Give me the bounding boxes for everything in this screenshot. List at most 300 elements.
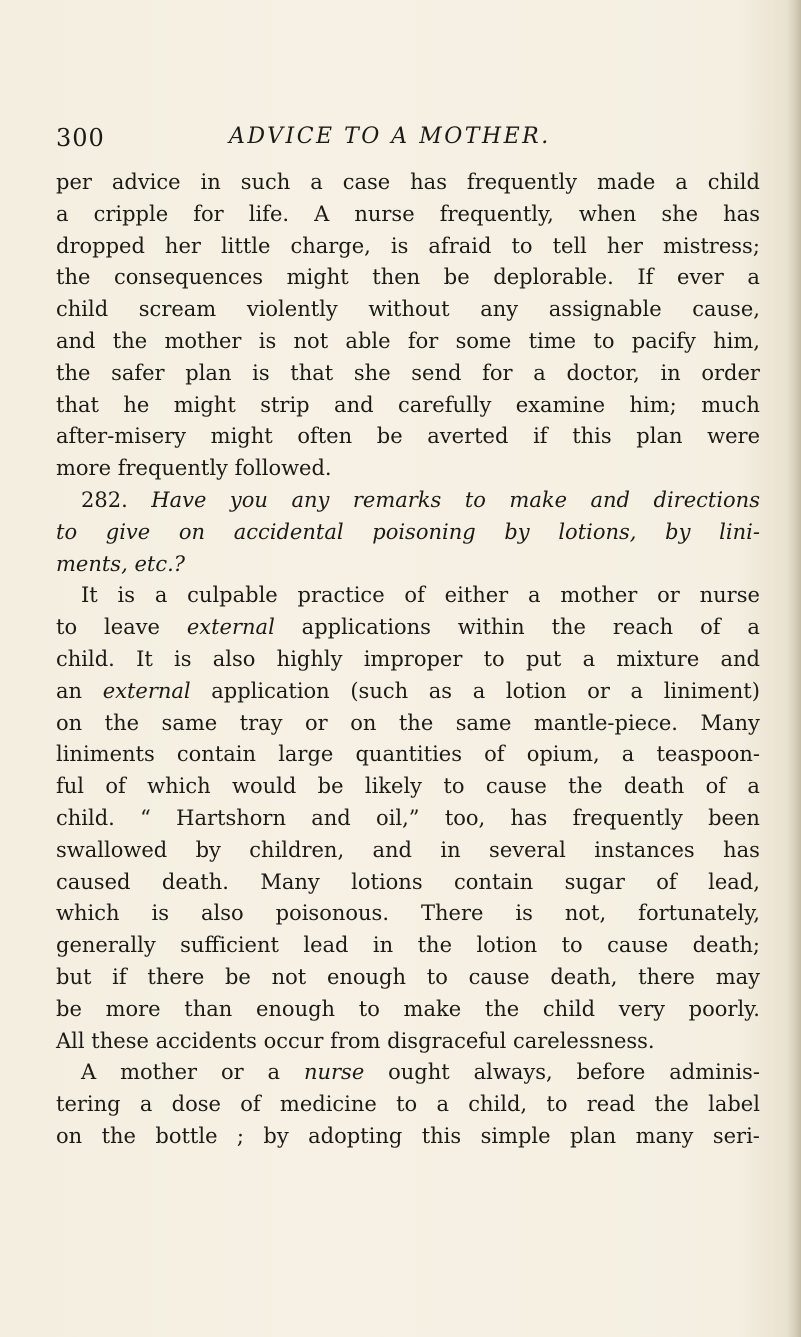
word: liniment) — [663, 678, 760, 703]
word: charge, — [290, 233, 371, 258]
word: in — [440, 837, 461, 862]
word: frequently — [117, 456, 228, 481]
page-edge-shadow — [787, 0, 801, 1337]
text-line — [56, 835, 760, 867]
word: or — [305, 710, 328, 735]
text-line — [56, 771, 760, 803]
word: by — [263, 1123, 289, 1148]
word: her — [606, 233, 643, 258]
word: also — [200, 901, 244, 926]
word: not — [293, 328, 329, 353]
word: enough — [326, 964, 407, 989]
word: time — [528, 328, 577, 353]
text-line — [56, 1121, 760, 1153]
word: fortunately, — [638, 901, 760, 926]
question-line — [56, 517, 760, 549]
word: of — [404, 583, 425, 608]
word: cause — [468, 964, 530, 989]
word: accidental — [233, 519, 344, 544]
word: by — [195, 837, 221, 862]
text-line — [56, 167, 760, 199]
word: also — [212, 646, 256, 671]
text-line — [56, 453, 760, 485]
word: death. — [161, 869, 229, 894]
word: he — [123, 392, 150, 417]
word: and — [311, 805, 351, 830]
word: There — [420, 901, 484, 926]
word: opium, — [526, 742, 600, 767]
word: deplorable. — [493, 265, 614, 290]
word: that — [56, 392, 99, 417]
word: bottle — [155, 1123, 218, 1148]
word: you — [229, 487, 268, 512]
word: she — [353, 360, 391, 385]
word: of — [705, 774, 727, 799]
word: is — [252, 360, 270, 385]
word: a — [310, 170, 323, 194]
text-line — [56, 358, 760, 390]
word: much — [701, 392, 760, 417]
text-line — [56, 1057, 760, 1089]
word: is — [174, 646, 192, 671]
word: the — [112, 328, 148, 353]
word: a — [267, 1060, 281, 1085]
word: frequently, — [439, 201, 554, 226]
word: poisoning — [372, 519, 476, 544]
word: violently — [246, 297, 338, 322]
word: might — [173, 392, 236, 417]
question-line — [56, 485, 760, 517]
word: and — [56, 328, 96, 353]
word: the — [417, 933, 453, 958]
word: a — [582, 646, 596, 671]
word: to — [561, 933, 583, 958]
text-line — [56, 294, 760, 326]
word: practice — [297, 583, 385, 608]
word: a — [472, 678, 486, 703]
word: directions — [653, 487, 760, 512]
word: make — [509, 487, 567, 512]
text-line — [56, 1089, 760, 1121]
word: (such — [350, 678, 409, 703]
word: on — [350, 710, 377, 735]
word: read — [586, 1092, 636, 1117]
word: has — [723, 201, 760, 226]
word: of — [484, 742, 505, 767]
word: if — [112, 964, 127, 989]
word: little — [220, 233, 271, 258]
word: after-misery — [56, 424, 187, 449]
text-line — [56, 262, 760, 294]
word: same — [455, 710, 512, 735]
word: a — [436, 1092, 449, 1117]
word: might — [286, 265, 349, 290]
word: tell — [552, 233, 587, 258]
text-line — [56, 644, 760, 676]
word: accidents — [155, 1028, 257, 1053]
text-line — [56, 994, 760, 1026]
word: might — [210, 424, 273, 449]
word: by — [504, 519, 530, 544]
word: case — [342, 170, 391, 194]
word: not — [271, 964, 307, 989]
word: It — [136, 646, 153, 671]
word: an — [56, 678, 83, 703]
word: remarks — [352, 487, 442, 512]
word: consequences — [114, 265, 264, 290]
word: plan — [185, 360, 232, 385]
word: is — [258, 328, 277, 353]
text-line — [56, 739, 760, 771]
word: if — [533, 424, 548, 449]
text-line — [56, 1026, 760, 1058]
word: highly — [276, 646, 343, 671]
word: applications — [301, 615, 431, 640]
word: per — [56, 170, 92, 194]
word: a — [528, 583, 541, 608]
word: afraid — [428, 233, 492, 258]
word: on — [56, 1123, 83, 1148]
word: child. — [56, 646, 115, 671]
word: to — [56, 519, 78, 544]
word: there — [147, 964, 205, 989]
word: very — [618, 996, 665, 1021]
text-line — [56, 930, 760, 962]
word: and — [334, 392, 374, 417]
word: ever — [677, 265, 724, 290]
word: to — [483, 646, 505, 671]
word: of — [105, 774, 126, 799]
word: disgraceful — [387, 1028, 507, 1053]
word: nurse — [303, 1060, 365, 1085]
word: often — [297, 424, 353, 449]
text-line — [56, 326, 760, 358]
word: plan — [569, 1123, 617, 1148]
word: of — [656, 869, 677, 894]
word: to — [546, 1092, 568, 1117]
word: improper — [363, 646, 463, 671]
word: cause — [607, 933, 669, 958]
word: nurse — [354, 201, 415, 226]
word: lotions — [351, 869, 423, 894]
word: death — [623, 774, 685, 799]
word: mother — [560, 583, 638, 608]
running-head — [56, 124, 756, 158]
word: mother — [120, 1060, 198, 1085]
word: simple — [480, 1123, 551, 1148]
word: teaspoon- — [656, 742, 760, 767]
word: has — [723, 837, 760, 862]
word: a — [154, 583, 168, 608]
word: which — [147, 774, 211, 799]
word: her — [164, 233, 201, 258]
word: for — [482, 360, 513, 385]
word: advice — [111, 170, 181, 194]
word: lotion — [505, 678, 567, 703]
word: poorly. — [688, 996, 760, 1021]
word: may — [715, 964, 760, 989]
word: ; — [236, 1123, 244, 1148]
word: to — [358, 996, 380, 1021]
word: child — [56, 297, 109, 322]
question-line — [56, 549, 760, 581]
word: same — [161, 710, 218, 735]
word: external — [102, 678, 191, 703]
word: to — [443, 774, 465, 799]
word: frequently — [466, 170, 578, 194]
word: by — [665, 519, 691, 544]
word: liniments — [56, 742, 155, 767]
word: sufficient — [180, 933, 279, 958]
word: mistress; — [662, 233, 760, 258]
word: to — [396, 1092, 418, 1117]
word: made — [597, 170, 656, 194]
word: cripple — [93, 201, 169, 226]
word: be — [376, 424, 403, 449]
word: ful — [56, 774, 85, 799]
word: more — [105, 996, 161, 1021]
word: that — [290, 360, 334, 385]
word: tering — [56, 1092, 121, 1117]
word: or — [657, 583, 680, 608]
word: always, — [473, 1060, 553, 1085]
word: assignable — [548, 297, 662, 322]
word: him; — [629, 392, 677, 417]
word: many — [635, 1123, 694, 1148]
word: occur — [263, 1028, 324, 1053]
word: too, — [444, 805, 486, 830]
word: been — [708, 805, 760, 830]
word: to — [511, 233, 533, 258]
word: be — [224, 964, 251, 989]
word: etc.? — [134, 551, 186, 576]
word: more — [56, 456, 112, 481]
word: be — [317, 774, 344, 799]
word: to — [56, 615, 78, 640]
word: children, — [249, 837, 345, 862]
word: death, — [550, 964, 618, 989]
word: on — [178, 519, 206, 544]
word: and — [372, 837, 413, 862]
word: any — [480, 297, 519, 322]
word: Have — [151, 487, 207, 512]
word: dropped — [56, 233, 145, 258]
word: pacify — [631, 328, 696, 353]
word: culpable — [187, 583, 278, 608]
word: caused — [56, 869, 131, 894]
word: is — [515, 901, 533, 926]
word: adopting — [308, 1123, 403, 1148]
word: able — [345, 328, 391, 353]
word: child, — [468, 1092, 528, 1117]
word: reach — [612, 615, 674, 640]
word: a — [747, 265, 760, 290]
word: or — [587, 678, 610, 703]
word: contain — [176, 742, 257, 767]
word: for — [193, 201, 224, 226]
word: and — [720, 646, 760, 671]
word: scream — [138, 297, 217, 322]
word: any — [291, 487, 330, 512]
word: this — [421, 1123, 462, 1148]
word: the — [56, 360, 91, 385]
text-line — [56, 421, 760, 453]
word: A — [81, 1060, 97, 1085]
word: frequently — [572, 805, 683, 830]
word: child — [707, 170, 760, 194]
word: sugar — [564, 869, 625, 894]
word: the — [551, 615, 586, 640]
text-line — [56, 867, 760, 899]
word: death; — [692, 933, 760, 958]
word: of — [240, 1092, 261, 1117]
word: medicine — [279, 1092, 377, 1117]
text-line — [56, 580, 760, 612]
word: doctor, — [566, 360, 640, 385]
word: make — [403, 996, 462, 1021]
word: give — [105, 519, 151, 544]
word: carefully — [397, 392, 492, 417]
word: the — [56, 265, 91, 290]
word: be — [56, 996, 82, 1021]
word: instances — [594, 837, 695, 862]
word: such — [240, 170, 291, 194]
word: a — [747, 615, 760, 640]
word: All — [56, 1028, 85, 1053]
word: enough — [255, 996, 336, 1021]
text-line — [56, 962, 760, 994]
word: were — [707, 424, 760, 449]
word: to — [426, 964, 448, 989]
word: lini- — [719, 519, 760, 544]
word: adminis- — [669, 1060, 760, 1085]
page-number: 300 — [56, 124, 105, 152]
text-line — [56, 803, 760, 835]
word: in — [660, 360, 681, 385]
word: swallowed — [56, 837, 168, 862]
word: life. — [248, 201, 290, 226]
word: without — [368, 297, 450, 322]
word: a — [139, 1092, 153, 1117]
word: has — [410, 170, 447, 194]
word: the — [568, 774, 603, 799]
text-line — [56, 898, 760, 930]
word: send — [411, 360, 462, 385]
word: some — [455, 328, 512, 353]
word: several — [489, 837, 566, 862]
word: is — [390, 233, 409, 258]
word: would — [231, 774, 297, 799]
word: to — [464, 487, 486, 512]
word: poisonous. — [275, 901, 389, 926]
word: Many — [700, 710, 760, 735]
word: strip — [260, 392, 310, 417]
word: within — [457, 615, 525, 640]
word: when — [578, 201, 637, 226]
word: order — [701, 360, 760, 385]
word: 282. — [81, 487, 128, 512]
word: lead, — [708, 869, 760, 894]
word: safer — [111, 360, 165, 385]
word: contain — [454, 869, 534, 894]
text-line — [56, 231, 760, 263]
word: It — [81, 583, 98, 608]
word: has — [510, 805, 548, 830]
word: examine — [515, 392, 606, 417]
word: child — [542, 996, 596, 1021]
word: in — [372, 933, 394, 958]
word: lead — [303, 933, 349, 958]
word: the — [101, 1123, 136, 1148]
word: mixture — [616, 646, 700, 671]
word: put — [525, 646, 562, 671]
word: than — [184, 996, 233, 1021]
word: mantle-piece. — [533, 710, 678, 735]
word: Many — [260, 869, 320, 894]
word: external — [186, 615, 275, 640]
text-line — [56, 612, 760, 644]
text-line — [56, 708, 760, 740]
word: ments, — [56, 551, 128, 576]
word: child. — [56, 805, 115, 830]
word: on — [56, 710, 83, 735]
word: averted — [427, 424, 509, 449]
word: lotions, — [558, 519, 637, 544]
word: she — [661, 201, 699, 226]
word: likely — [364, 774, 423, 799]
word: nurse — [699, 583, 760, 608]
word: is — [117, 583, 136, 608]
word: plan — [636, 424, 683, 449]
word: carelessness. — [512, 1028, 655, 1053]
word: followed. — [234, 456, 332, 481]
word: which — [56, 901, 120, 926]
word: If — [637, 265, 654, 290]
word: not, — [564, 901, 607, 926]
word: the — [484, 996, 520, 1021]
word: to — [593, 328, 615, 353]
word: of — [700, 615, 721, 640]
word: “ — [140, 805, 151, 830]
word: oil,” — [376, 805, 420, 830]
word: there — [638, 964, 695, 989]
word: application — [211, 678, 330, 703]
word: before — [576, 1060, 646, 1085]
word: him, — [713, 328, 760, 353]
text-line — [56, 676, 760, 708]
word: Hartshorn — [176, 805, 286, 830]
word: either — [444, 583, 509, 608]
word: cause, — [692, 297, 760, 322]
word: and — [590, 487, 630, 512]
word: be — [443, 265, 470, 290]
word: the — [398, 710, 434, 735]
word: the — [104, 710, 140, 735]
word: a — [533, 360, 546, 385]
text-line — [56, 199, 760, 231]
word: a — [630, 678, 644, 703]
word: a — [675, 170, 688, 194]
body-text — [56, 167, 760, 1153]
word: is — [151, 901, 169, 926]
word: a — [747, 774, 760, 799]
word: a — [56, 201, 69, 226]
word: dose — [171, 1092, 221, 1117]
word: seri- — [712, 1123, 760, 1148]
word: leave — [103, 615, 160, 640]
word: the — [654, 1092, 689, 1117]
word: cause — [485, 774, 547, 799]
